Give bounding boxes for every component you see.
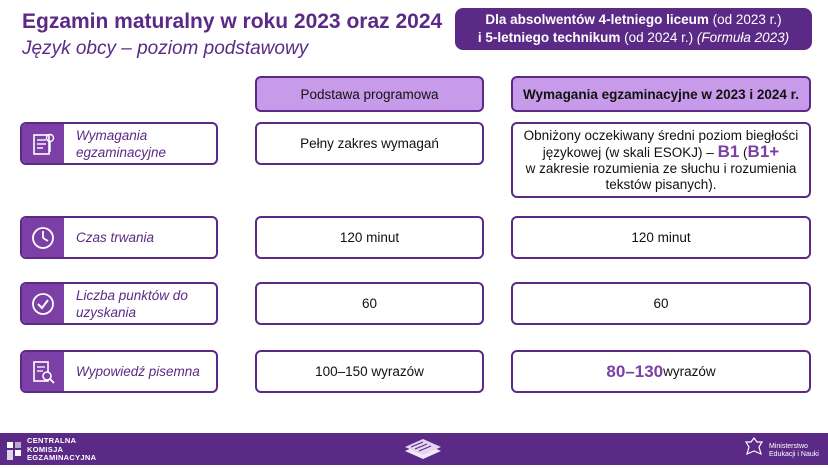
cke-logo bbox=[6, 437, 96, 463]
row-label-text: Czas trwania bbox=[76, 230, 155, 245]
row-label-points bbox=[20, 282, 218, 325]
cke-line1: CENTRALNA bbox=[27, 436, 77, 445]
cke-mark-icon bbox=[6, 440, 22, 460]
writing-word-suffix: wyrazów bbox=[663, 363, 716, 379]
cell-duration-exam: 120 minut bbox=[511, 216, 811, 259]
row-label-requirements bbox=[20, 122, 218, 165]
badge-formula: (Formuła 2023) bbox=[696, 30, 790, 45]
document-search-icon bbox=[22, 352, 64, 391]
row-label-duration bbox=[20, 216, 218, 259]
requirements-exam-line1: Obniżony oczekiwany średni poziom biegłości bbox=[523, 127, 799, 143]
men-logo bbox=[744, 436, 819, 465]
badge-line1: Dla absolwentów 4-letniego liceum bbox=[485, 12, 709, 27]
men-line2: Edukacji i Nauki bbox=[769, 450, 819, 458]
checkmark-circle-icon bbox=[22, 284, 64, 323]
row-label-text: Liczba punktów do uzyskania bbox=[76, 287, 188, 320]
badge-line2-suffix: (od 2024 r.) bbox=[620, 30, 697, 45]
clock-icon bbox=[22, 218, 64, 257]
cell-duration-curriculum: 120 minut bbox=[255, 216, 484, 259]
level-b1: B1 bbox=[717, 141, 740, 161]
requirements-exam-line3: w zakresie rozumienia ze słuchu i rozumienia bbox=[525, 160, 797, 176]
column-header-exam-requirements: Wymagania egzaminacyjne w 2023 i 2024 r. bbox=[511, 76, 811, 112]
row-label-writing bbox=[20, 350, 218, 393]
column-header-curriculum: Podstawa programowa bbox=[255, 76, 484, 112]
page-subtitle: Język obcy – poziom podstawowy bbox=[22, 38, 309, 59]
cell-writing-curriculum: 100–150 wyrazów bbox=[255, 350, 484, 393]
cell-requirements-curriculum: Pełny zakres wymagań bbox=[255, 122, 484, 165]
badge-line1-suffix: (od 2023 r.) bbox=[708, 12, 782, 27]
row-label-text: Wypowiedź pisemna bbox=[76, 364, 200, 379]
row-label-text: Wymagania egzaminacyjne bbox=[76, 127, 167, 160]
level-b1plus: B1+ bbox=[747, 141, 780, 161]
requirements-exam-line2: językowej (w skali ESOKJ) – bbox=[542, 144, 718, 160]
requirements-exam-line4: tekstów pisanych). bbox=[605, 176, 717, 192]
writing-word-range: 80–130 bbox=[606, 361, 664, 381]
footer-bar bbox=[0, 433, 828, 465]
cke-line2: KOMISJA bbox=[27, 444, 64, 454]
cell-points-exam: 60 bbox=[511, 282, 811, 325]
book-stack-icon bbox=[401, 435, 445, 468]
cell-writing-exam bbox=[511, 350, 811, 393]
cell-points-curriculum: 60 bbox=[255, 282, 484, 325]
cell-requirements-exam bbox=[511, 122, 811, 198]
audience-badge bbox=[455, 8, 812, 50]
cke-line3: EGZAMINACYJNA bbox=[27, 453, 97, 462]
eagle-emblem-icon bbox=[744, 436, 764, 465]
men-line1: Ministerstwo bbox=[769, 442, 808, 450]
badge-line2: i 5-letniego technikum bbox=[477, 30, 621, 45]
checklist-document-icon bbox=[22, 124, 64, 163]
page-title: Egzamin maturalny w roku 2023 oraz 2024 bbox=[22, 10, 443, 33]
paren: ( bbox=[739, 144, 748, 160]
